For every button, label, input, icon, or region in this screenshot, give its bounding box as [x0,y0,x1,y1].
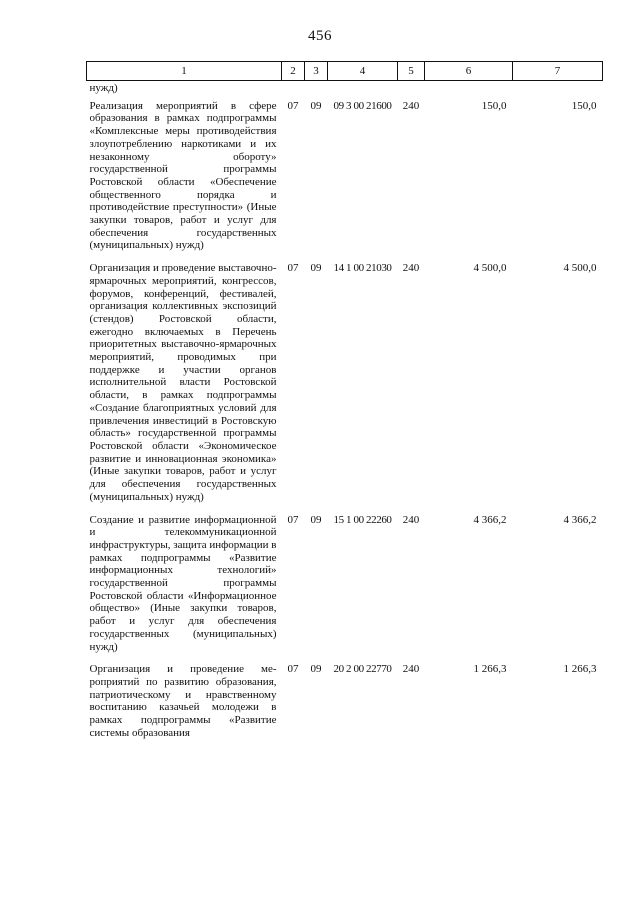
row-description: Организация и проведение мероприятий по развитию образования, патриотическому и нравственному воспитанию казачьей молодежи в рамках подпрограммы «Развитие системы образования [89,663,277,739]
table-row [87,262,603,513]
table-row [87,663,603,749]
row-target-code: 14 1 00 21030 [333,262,392,275]
header-col-5: 5 [398,62,425,81]
table-row [87,100,603,262]
header-col-3: 3 [305,62,328,81]
row-amount-1: 1 266,3 [473,663,507,676]
header-row [87,62,603,81]
row-amount-1: 4 366,2 [473,513,507,526]
header-col-7: 7 [513,62,603,81]
row-expense-type: 240 [402,262,420,275]
row-amount-1: 150,0 [481,99,507,112]
row-section: 07 [287,262,299,275]
row-target-code: 09 3 00 21600 [333,99,392,112]
continuation-text: нужд) [89,82,118,94]
row-subsection: 09 [310,262,322,275]
table-header [87,62,603,81]
row-subsection: 09 [310,99,322,112]
row-expense-type: 240 [402,99,420,112]
row-description: Организация и проведение выставочно-ярмарочных мероприятий, конгрессов, форумов, конференций, фестивалей, организация коллективных экспозиций (стендов) Ростовской области, ежегодно включаемых в Перечень приоритетных выставочно-ярмарочных мероприятий, проводимых при поддержке и участии органов исполнительной власти Ростовской области, в рамках подпрограммы «Создание благоприятных условий для привлечения инвестиций в Ростовскую область» государственной программы Ростовской области «Экономическое развитие и инновационная экономика» (Иные закупки товаров, работ и услуг для обеспечения государственных (муниципальных) нужд) [89,262,277,503]
row-section: 07 [287,99,299,112]
row-amount-2: 1 266,3 [563,663,597,676]
continuation-row [87,81,603,100]
row-amount-2: 150,0 [571,99,597,112]
header-col-2: 2 [282,62,305,81]
header-col-1: 1 [87,62,282,81]
row-amount-1: 4 500,0 [473,262,507,275]
row-section: 07 [287,513,299,526]
row-expense-type: 240 [402,663,420,676]
row-section: 07 [287,663,299,676]
row-amount-2: 4 500,0 [563,262,597,275]
row-description: Реализация мероприятий в сфере образования в рамках подпрограммы «Комплексные меры противодействия злоупотреблению наркотиками и их незаконному обороту» государственной программы Ростовской области «Обеспечение общественного порядка и противодействие преступности» (Иные закупки товаров, работ и услуг для обеспечения государственных (муниципальных) нужд) [89,99,277,252]
page-number: 456 [308,28,332,44]
row-target-code: 20 2 00 22770 [333,663,392,676]
row-description: Создание и развитие информационной и телекоммуникационной инфраструктуры, защита информации в рамках подпрограммы «Развитие информационных технологий» государственной программы Ростовской области «Информационное общество» (Иные закупки товаров, работ и услуг для обеспечения государственных (муниципальных) нужд) [89,513,277,653]
header-col-6: 6 [425,62,513,81]
header-col-4: 4 [328,62,398,81]
row-target-code: 15 1 00 22260 [333,513,392,526]
table-row [87,514,603,664]
row-expense-type: 240 [402,513,420,526]
budget-table [86,61,603,749]
row-amount-2: 4 366,2 [563,513,597,526]
row-subsection: 09 [310,663,322,676]
row-subsection: 09 [310,513,322,526]
